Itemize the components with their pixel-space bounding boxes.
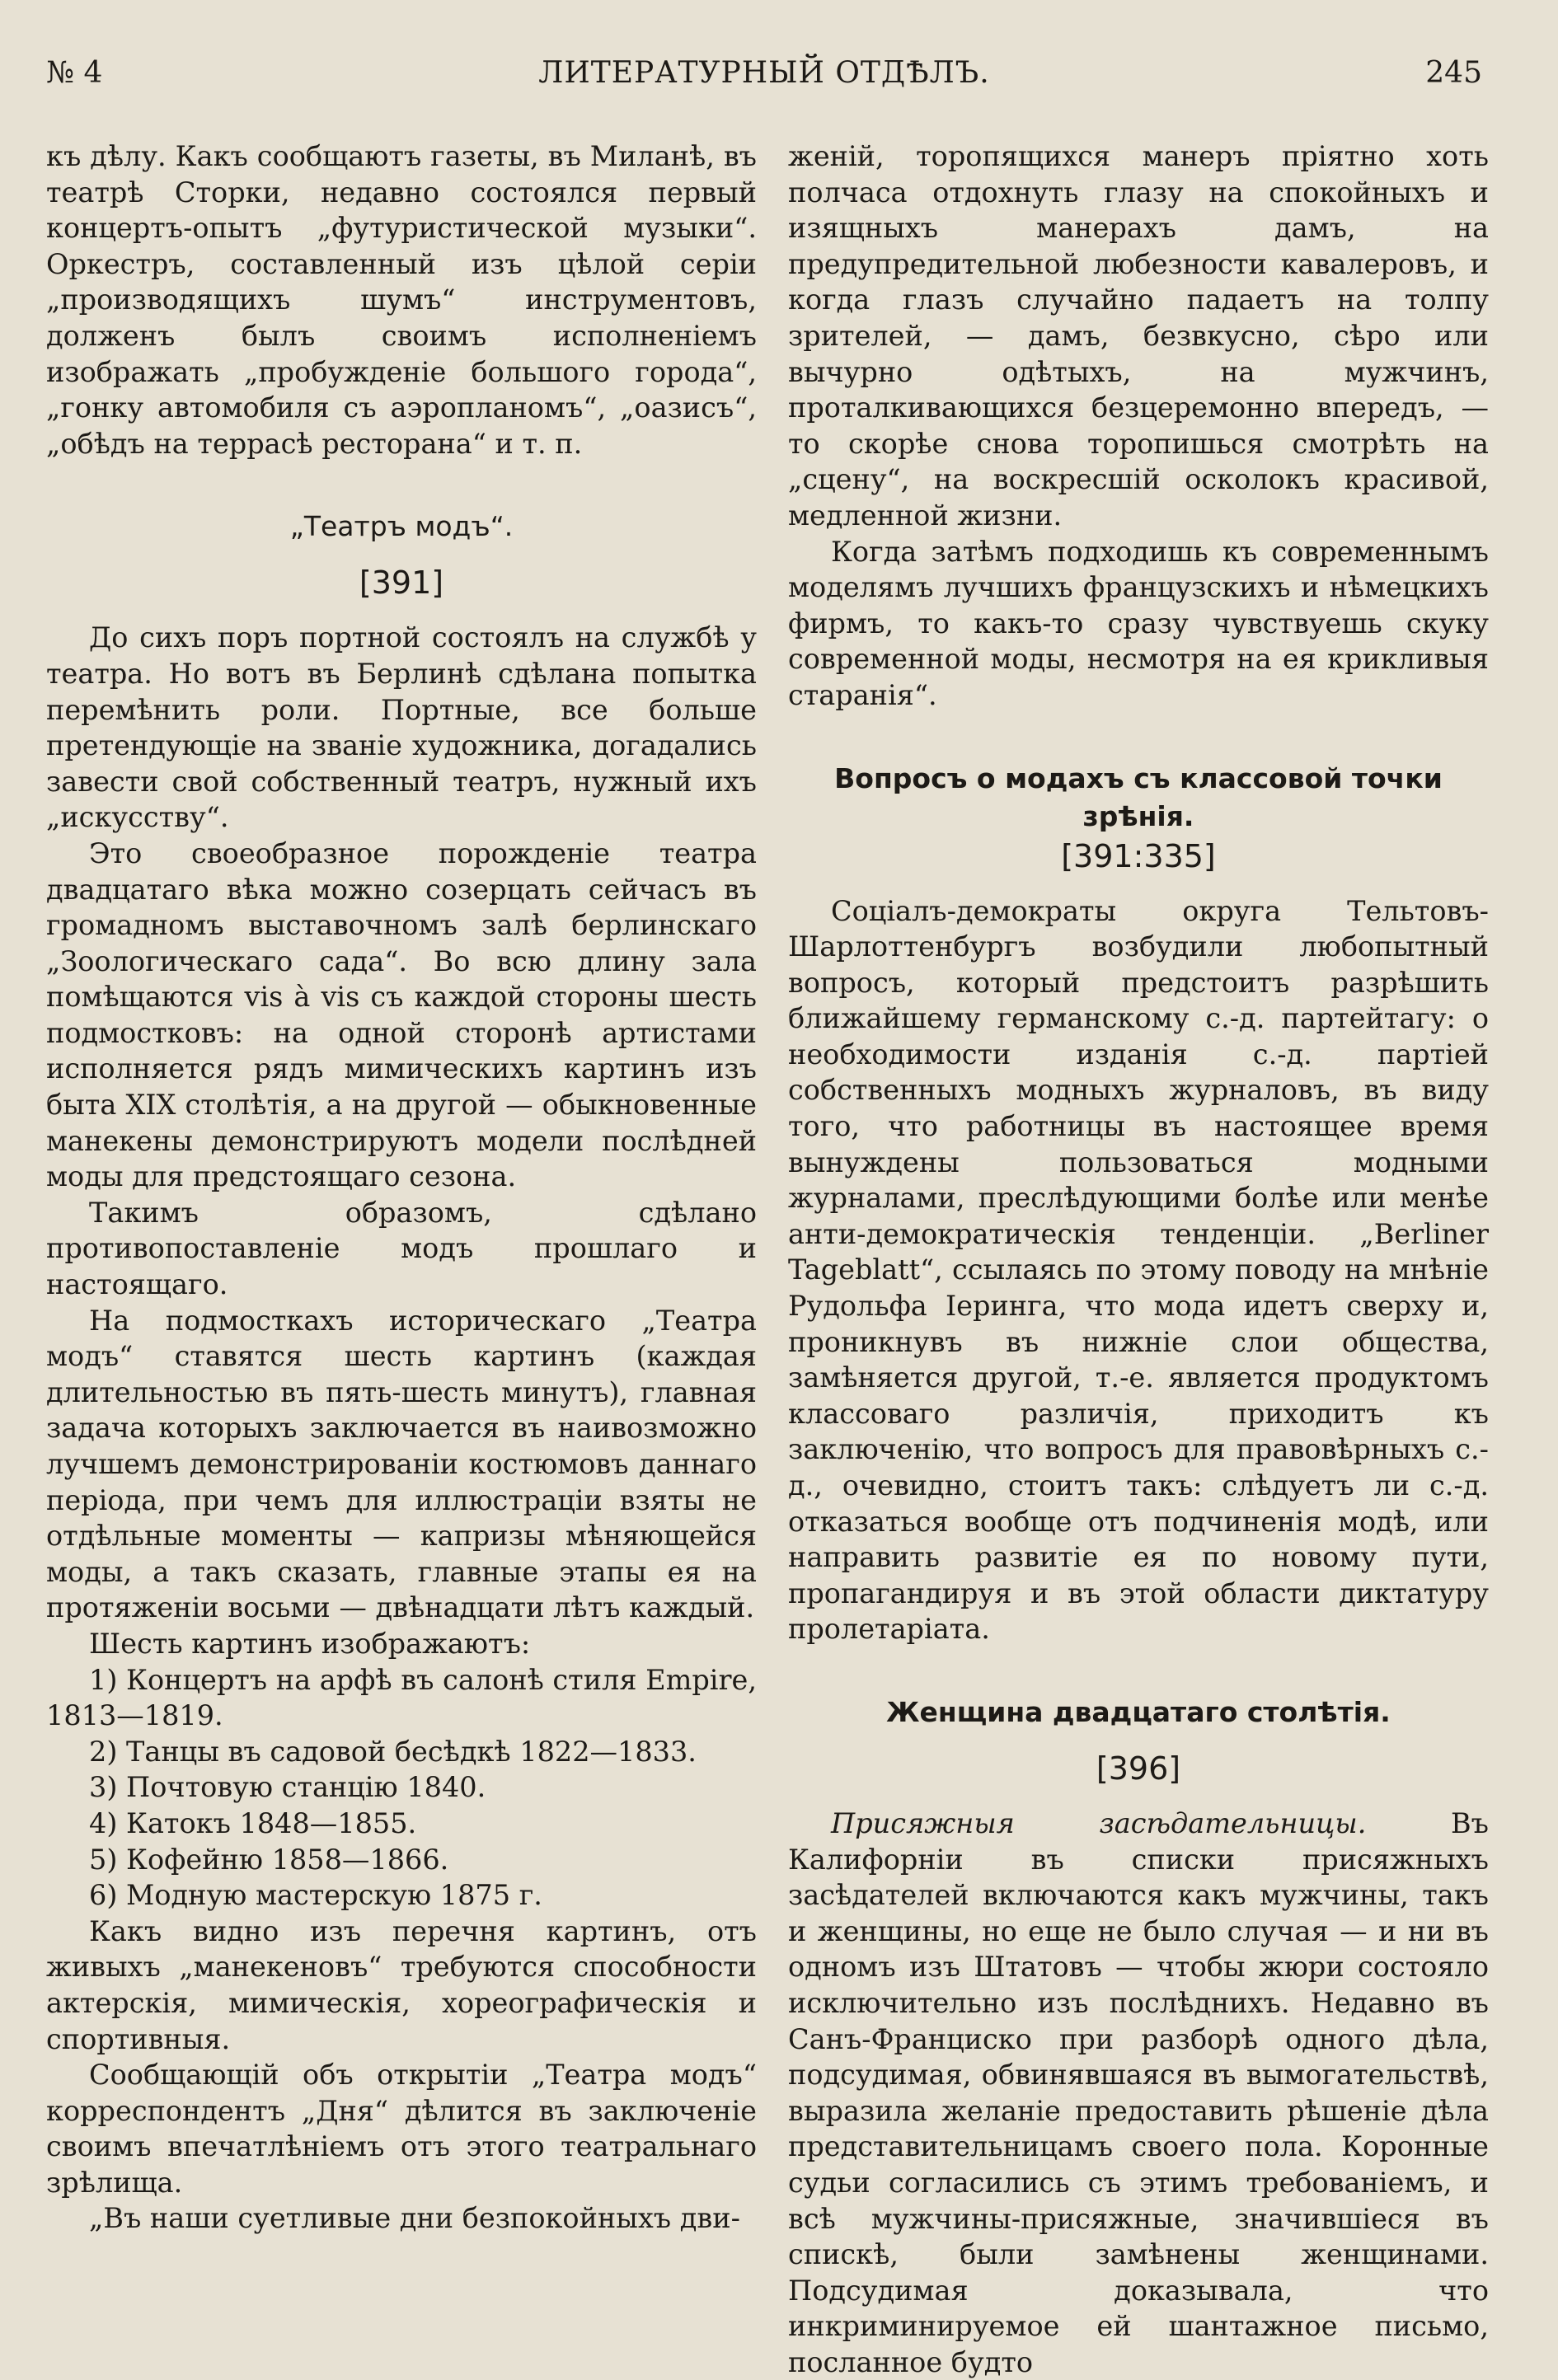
list-item: 6) Модную мастерскую 1875 г. <box>89 1879 542 1912</box>
section-tag: [391] <box>359 565 444 602</box>
section-title-fashion-theatre: „Театръ модъ“. <box>289 510 514 543</box>
paragraph: На подмосткахъ историческаго „Театра модъ“ ставятся шесть картинъ (каждая длительностью въ пять-шесть минутъ), главная задача которыхъ заключается въ наивозможно лучшемъ демонстрированіи костюмовъ даннаго періода, при чемъ для иллюстраціи взяты не отдѣльные моменты — капризы мѣняющейся моды, а такъ сказать, главные этапы ея на протяженіи восьми — двѣнадцати лѣтъ каждый. <box>46 1304 757 1624</box>
paragraph: Когда затѣмъ подходишь къ современнымъ моделямъ лучшихъ французскихъ и нѣмецкихъ фирмъ, то какъ-то сразу чувствуешь скуку современной моды, несмотря на ея крикливыя старанія“. <box>788 535 1489 711</box>
section-tag: [396] <box>1096 1750 1181 1787</box>
section-title-woman-20th-century: Женщина двадцатаго столѣтія. <box>886 1695 1391 1728</box>
paragraph: „Въ наши суетливые дни безпокойныхъ дви- <box>89 2202 740 2235</box>
pictures-list <box>46 1662 757 1914</box>
paragraph: До сихъ поръ портной состоялъ на службѣ у театра. Но вотъ въ Берлинѣ сдѣлана попытка перемѣнить роли. Портные, все больше претендующіе на званіе художника, догадались завести свой собственный театръ, нужный ихъ „искусству“. <box>46 621 757 834</box>
paragraph: Это своеобразное порожденіе театра двадцатаго вѣка можно созерцать сейчасъ въ громадномъ выставочномъ залѣ берлинскаго „Зоологическаго сада“. Во всю длину зала помѣщаются vis à vis съ каждой стороны шесть подмостковъ: на одной сторонѣ артистами исполняется рядъ мимическихъ картинъ изъ быта XIX столѣтія, а на другой — обыкновенные манекены демонстрируютъ модели послѣдней моды для предстоящаго сезона. <box>46 836 757 1193</box>
paragraph-intro: къ дѣлу. Какъ сообщаютъ газеты, въ Миланѣ, въ театрѣ Сторки, недавно состоялся первый концертъ-опытъ „футуристической музыки“. Оркестръ, составленный изъ цѣлой серіи „производящихъ шумъ“ инструментовъ, долженъ былъ своимъ исполненіемъ изображать „пробужденіе большого города“, „гонку автомобиля съ аэропланомъ“, „оазисъ“, „обѣдъ на террасѣ ресторана“ и т. п. <box>46 140 757 460</box>
paragraph-continued: женій, торопящихся манеръ пріятно хоть полчаса отдохнуть глазу на спокойныхъ и изящныхъ манерахъ дамъ, на предупредительной любезности кавалеровъ, и когда глазъ случайно падаетъ на толпу зрителей, — дамъ, безвкусно, сѣро или вычурно одѣтыхъ, на мужчинъ, проталкивающихся безцеремонно впередъ, — то скорѣе снова торопишься смотрѣть на „сцену“, на воскресшій осколокъ красивой, медленной жизни. <box>788 140 1489 532</box>
paragraph: Шесть картинъ изображаютъ: <box>89 1627 531 1660</box>
issue-number: № 4 <box>46 56 103 90</box>
section-running-title: ЛИТЕРАТУРНЫЙ ОТДѢЛЪ. <box>538 56 990 90</box>
page-number: 245 <box>1425 56 1482 90</box>
paragraph: Сообщающій объ открытіи „Театра модъ“ корреспондентъ „Дня“ дѣлится въ заключеніе своимъ впечатлѣніемъ отъ этого театральнаго зрѣлища. <box>46 2059 757 2199</box>
right-column <box>788 138 1489 2380</box>
paragraph-lead-italic: Присяжныя засѣдательницы. <box>831 1806 1367 1839</box>
section-tag: [391:335] <box>1061 837 1216 874</box>
list-item: 5) Кофейню 1858—1866. <box>89 1843 449 1876</box>
paragraph: Какъ видно изъ перечня картинъ, отъ живыхъ „манекеновъ“ требуются способности актерскія, мимическія, хореографическія и спортивныя. <box>46 1914 757 2055</box>
paragraph-body: Въ Калифорніи въ списки присяжныхъ засѣдателей включаются какъ мужчины, такъ и женщины, но еще не было случая — и ни въ одномъ изъ Штатовъ — чтобы жюри состояло исключительно изъ послѣднихъ. Недавно въ Санъ-Франциско при разборѣ одного дѣла, подсудимая, обвинявшаяся въ вымогательствѣ, выразила желаніе предоставить рѣшеніе дѣла представительницамъ своего пола. Коронные судьи согласились съ этимъ требованіемъ, и всѣ мужчины-присяжные, значившіеся въ спискѣ, были замѣнены женщинами. Подсудимая доказывала, что инкриминируемое ей шантажное письмо, посланное будто <box>788 1806 1489 2378</box>
section-title-class-fashion: Вопросъ о модахъ съ классовой точки зрѣнія. <box>834 761 1443 832</box>
list-item: 4) Катокъ 1848—1855. <box>89 1806 417 1839</box>
paragraph <box>788 1806 1489 2380</box>
running-header <box>46 56 1482 105</box>
list-item: 1) Концертъ на арфѣ въ салонѣ стиля Empire, 1813—1819. <box>46 1663 757 1732</box>
left-column <box>46 138 757 2237</box>
list-item: 3) Почтовую станцію 1840. <box>89 1771 486 1804</box>
paragraph: Соціалъ-демократы округа Тельтовъ-Шарлоттенбургъ возбудили любопытный вопросъ, который предстоитъ разрѣшить ближайшему германскому с.-д. партейтагу: о необходимости изданія с.-д. партіей собственныхъ модныхъ журналовъ, въ виду того, что работницы въ настоящее время вынуждены пользоваться модными журналами, преслѣдующими болѣе или менѣе анти-демократическія тенденціи. „Berliner Tageblatt“, ссылаясь по этому поводу на мнѣніе Рудольфа Іеринга, что мода идетъ сверху и, проникнувъ въ нижніе слои общества, замѣняется другой, т.-е. является продуктомъ классоваго различія, приходитъ къ заключенію, что вопросъ для правовѣрныхъ с.-д., очевидно, стоитъ такъ: слѣдуетъ ли с.-д. отказаться вообще отъ подчиненія модѣ, или направить развитіе ея по новому пути, пропагандируя и въ этой области диктатуру пролетаріата. <box>788 894 1489 1646</box>
list-item: 2) Танцы въ садовой бесѣдкѣ 1822—1833. <box>89 1735 697 1768</box>
paragraph: Такимъ образомъ, сдѣлано противопоставленіе модъ прошлаго и настоящаго. <box>46 1196 757 1301</box>
